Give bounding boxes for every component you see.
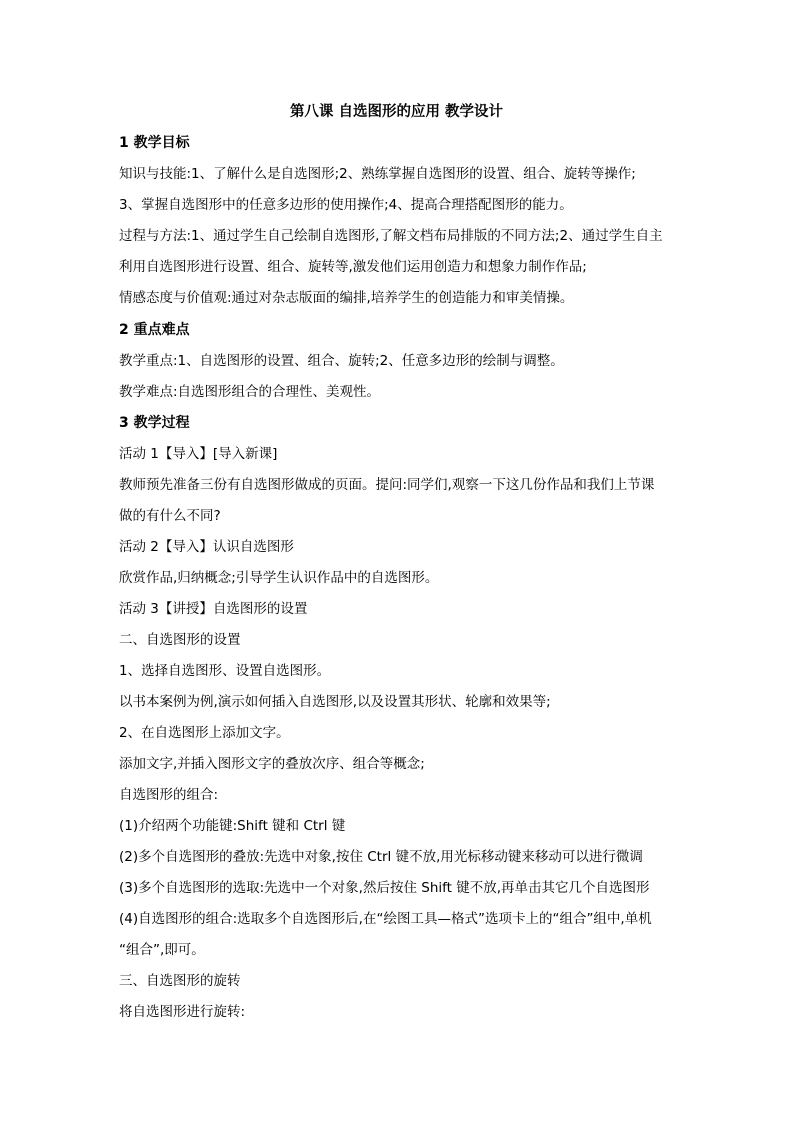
text-line: 添加文字,并插入图形文字的叠放次序、组合等概念; (119, 756, 425, 772)
text-line: 三、自选图形的旋转 (119, 973, 241, 989)
text-line: (4)自选图形的组合:选取多个自选图形后,在“绘图工具—格式”选项卡上的“组合”组中,单机 (119, 911, 652, 927)
text-line: 做的有什么不同? (119, 508, 221, 524)
text-line: 欣赏作品,归纳概念;引导学生认识作品中的自选图形。 (119, 570, 439, 586)
text-line: 自选图形的组合: (119, 787, 219, 803)
section-heading-key-points: 2 重点难点 (119, 322, 190, 338)
text-line: 活动 3【讲授】自选图形的设置 (119, 601, 308, 617)
text-line: “组合”,即可。 (119, 942, 205, 958)
text-line: 以书本案例为例,演示如何插入自选图形,以及设置其形状、轮廓和效果等; (119, 694, 551, 710)
text-line: 过程与方法:1、通过学生自己绘制自选图形,了解文档布局排版的不同方法;2、通过学生自主 (119, 228, 663, 244)
document-title: 第八课 自选图形的应用 教学设计 (289, 104, 504, 120)
text-line: 知识与技能:1、了解什么是自选图形;2、熟练掌握自选图形的设置、组合、旋转等操作; (119, 166, 636, 182)
text-line: (3)多个自选图形的选取:先选中一个对象,然后按住 Shift 键不放,再单击其它几个自选图形 (119, 880, 650, 896)
text-line: 二、自选图形的设置 (119, 632, 241, 648)
text-line: 教学难点:自选图形组合的合理性、美观性。 (119, 384, 381, 400)
text-line: 利用自选图形进行设置、组合、旋转等,激发他们运用创造力和想象力制作作品; (119, 259, 587, 275)
text-line: 将自选图形进行旋转: (119, 1004, 246, 1020)
section-heading-objectives: 1 教学目标 (119, 135, 190, 151)
text-line: (2)多个自选图形的叠放:先选中对象,按住 Ctrl 键不放,用光标移动键来移动可以进行微调 (119, 849, 643, 865)
text-line: 1、选择自选图形、设置自选图形。 (119, 663, 331, 679)
text-line: 2、在自选图形上添加文字。 (119, 725, 290, 741)
text-line: (1)介绍两个功能键:Shift 键和 Ctrl 键 (119, 818, 346, 834)
text-line: 教学重点:1、自选图形的设置、组合、旋转;2、任意多边形的绘制与调整。 (119, 353, 564, 369)
text-line: 3、掌握自选图形中的任意多边形的使用操作;4、提高合理搭配图形的能力。 (119, 197, 573, 213)
text-line: 活动 2【导入】认识自选图形 (119, 539, 294, 555)
text-line: 教师预先准备三份有自选图形做成的页面。提问:同学们,观察一下这几份作品和我们上节课 (119, 477, 655, 493)
text-line: 活动 1【导入】[导入新课] (119, 446, 278, 462)
section-heading-process: 3 教学过程 (119, 415, 190, 431)
text-line: 情感态度与价值观:通过对杂志版面的编排,培养学生的创造能力和审美情操。 (119, 290, 574, 306)
